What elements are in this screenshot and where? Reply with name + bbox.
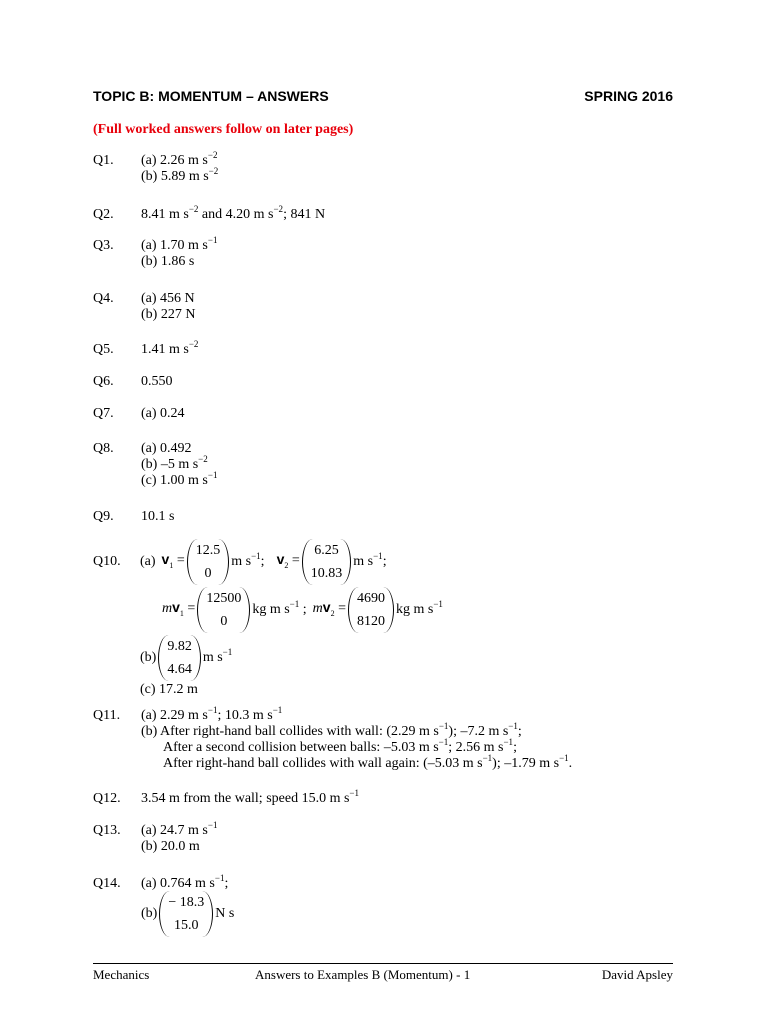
v1-symbol: $v_1$ = <box>161 550 185 570</box>
answer-part-b: (b) –5 m $s^{-2}$ <box>141 454 208 472</box>
question-number: Q13. <box>93 823 121 838</box>
v2-symbol: $v_2$ = <box>276 550 300 570</box>
answer-part-b: (b) 20.0 m <box>141 839 200 854</box>
mv1-unit: kg m $s^{-1}$ ; <box>252 599 307 617</box>
question-number: Q11. <box>93 708 121 723</box>
answer-text: 1.41 m $s^{-2}$ <box>141 339 199 357</box>
question-number: Q1. <box>93 153 114 168</box>
answer-text: (a) 0.24 <box>141 406 185 421</box>
answer-part-b: (b) 227 N <box>141 307 196 322</box>
mv2-unit: kg m $s^{-1}$ <box>395 599 443 617</box>
question-number: Q8. <box>93 441 114 456</box>
answer-text: 0.550 <box>141 374 173 389</box>
answer-part-a: (a) 2.26 m $s^{-2}$ <box>141 150 218 168</box>
question-number: Q14. <box>93 876 121 891</box>
answer-part-a: (a) 456 N <box>141 291 195 306</box>
mv1-vector: 12500 0 <box>197 587 250 633</box>
question-number: Q2. <box>93 207 114 222</box>
part-b-vector-row <box>140 634 443 682</box>
mv1-symbol: $mv_1$ = <box>162 598 196 618</box>
v2-vector: 6.25 10.83 <box>302 539 352 585</box>
impulse-unit: N s <box>215 906 235 921</box>
answer-part-a: (a) 0.764 m $s^{-1}$; <box>141 873 229 891</box>
v2-unit: m $s^{-1}$; <box>353 551 387 569</box>
answer-part-c: (c) 1.00 m $s^{-1}$ <box>141 470 218 488</box>
worked-answers-note: (Full worked answers follow on later pages) <box>93 122 354 137</box>
answer-text: 8.41 m $s^{-2}$ and 4.20 m $s^{-2}$; 841 N <box>141 204 326 222</box>
mv2-symbol: $mv_2$ = <box>312 598 346 618</box>
answer-text: 10.1 s <box>141 509 175 524</box>
answer-part-b-line-1: (b) After right-hand ball collides with wall: (2.29 m $s^{-1}$); –7.2 m $s^{-1}$; <box>141 721 522 739</box>
v1-unit: m $s^{-1}$; <box>231 551 265 569</box>
answer-part-b-label: (b) <box>140 650 157 665</box>
momentum-vectors-row <box>140 586 443 634</box>
question-number: Q9. <box>93 509 114 524</box>
velocity-vectors-row <box>140 538 443 586</box>
footer-course: Mechanics <box>93 967 150 982</box>
answer-part-b-line-3: After right-hand ball collides with wall again: (–5.03 m $s^{-1}$); –1.79 m $s^{-1}$. <box>163 753 573 771</box>
question-number: Q3. <box>93 238 114 253</box>
question-number: Q7. <box>93 406 114 421</box>
page-title: TOPIC B: MOMENTUM – ANSWERS <box>93 88 329 104</box>
mv2-vector: 4690 8120 <box>348 587 394 633</box>
final-velocity-vector: 9.82 4.64 <box>158 635 201 681</box>
answer-part-b: (b) 5.89 m $s^{-2}$ <box>141 166 219 184</box>
answer-part-c: (c) 17.2 m <box>140 682 198 697</box>
term-label: SPRING 2016 <box>584 88 673 104</box>
answer-part-b-label: (b) <box>141 906 158 921</box>
page-footer <box>93 963 673 984</box>
footer-document-title: Answers to Examples B (Momentum) - 1 <box>255 967 471 982</box>
answer-part-a: (a) 2.29 m $s^{-1}$; 10.3 m $s^{-1}$ <box>141 705 283 723</box>
v1-vector: 12.5 0 <box>187 539 230 585</box>
impulse-vector: − 18.3 15.0 <box>159 891 213 937</box>
answer-part-b-line-2: After a second collision between balls: –5.03 m $s^{-1}$; 2.56 m $s^{-1}$; <box>163 737 517 755</box>
answer-text: 3.54 m from the wall; speed 15.0 m $s^{-1}$ <box>141 788 359 806</box>
impulse-vector-row <box>141 890 234 938</box>
answer-part-a: (a) 24.7 m $s^{-1}$ <box>141 820 218 838</box>
final-velocity-unit: m $s^{-1}$ <box>202 647 233 665</box>
answer-part-b: (b) 1.86 s <box>141 254 195 269</box>
question-number: Q12. <box>93 791 121 806</box>
answer-part-a: (a) 0.492 <box>141 441 192 456</box>
footer-author: David Apsley <box>601 967 673 982</box>
answer-part-a-label: (a) <box>140 554 156 569</box>
question-number: Q10. <box>93 554 121 569</box>
question-number: Q4. <box>93 291 114 306</box>
answer-part-a: (a) 1.70 m $s^{-1}$ <box>141 235 218 253</box>
question-number: Q5. <box>93 342 114 357</box>
question-number: Q6. <box>93 374 114 389</box>
